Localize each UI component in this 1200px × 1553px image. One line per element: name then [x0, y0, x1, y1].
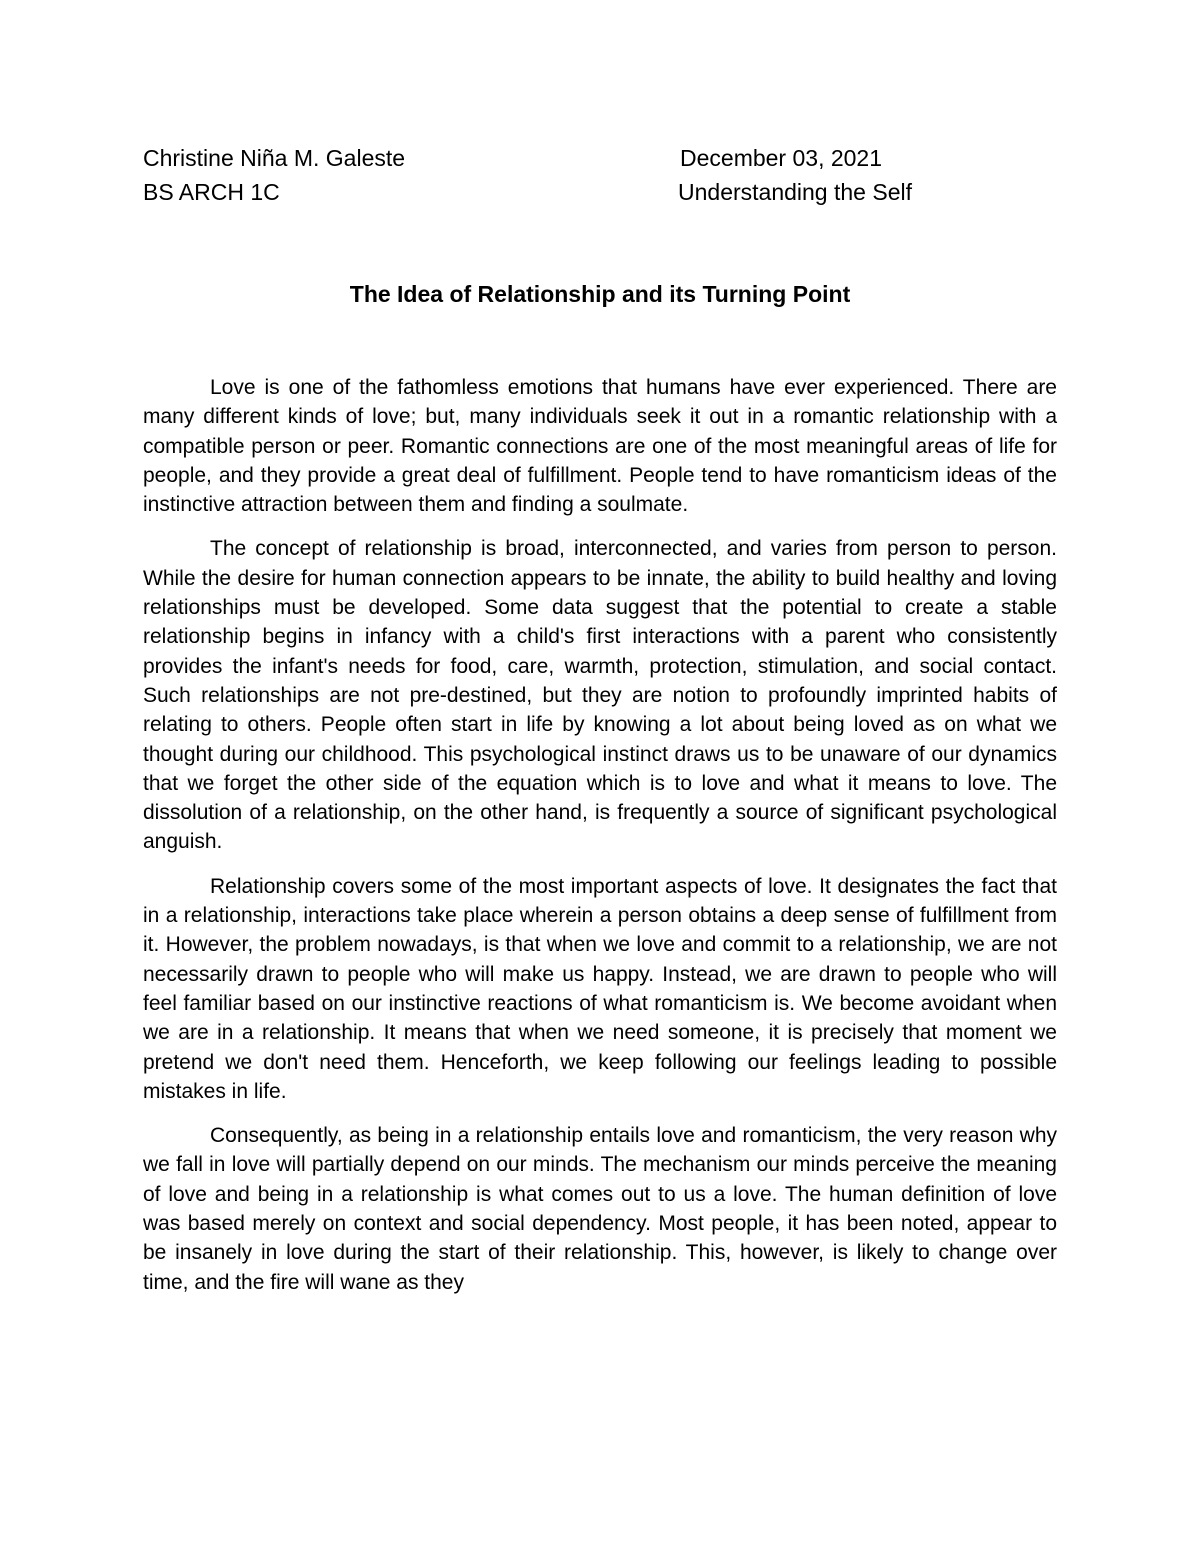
paragraph: Consequently, as being in a relationship entails love and romanticism, the very reason why we fall in love will partially depend on our minds. The mechanism our minds perceive the meaning of love and being in a relationship is what comes out to us a love. The human definition of love was based merely on context and social dependency. Most people, it has been noted, appear to be insanely in love during the start of their relationship. This, however, is likely to change over time, and the fire will wane as they: [143, 1124, 1057, 1294]
author-name: Christine Niña M. Galeste: [143, 145, 406, 171]
paragraph: Relationship covers some of the most important aspects of love. It designates the fact that in a relationship, interactions take place wherein a person obtains a deep sense of fulfillment from it. However, the problem nowadays, is that when we love and commit to a relationship, we are not necessarily drawn to people who will make us happy. Instead, we are drawn to people who will feel familiar based on our instinctive reactions of what romanticism is. We become avoidant when we are in a relationship. It means that when we need someone, it is precisely that moment we pretend we don't need them. Henceforth, we keep following our feelings leading to possible mistakes in life.: [143, 874, 1057, 1103]
course-name: Understanding the Self: [678, 179, 912, 205]
essay-body: [143, 373, 1057, 1312]
essay-title: The Idea of Relationship and its Turning Point: [349, 281, 851, 307]
class-section: BS ARCH 1C: [143, 179, 280, 205]
paragraph: Love is one of the fathomless emotions that humans have ever experienced. There are many different kinds of love; but, many individuals seek it out in a romantic relationship with a compatible person or peer. Romantic connections are one of the most meaningful areas of life for people, and they provide a great deal of fulfillment. People tend to have romanticism ideas of the instinctive attraction between them and finding a soulmate.: [143, 376, 1057, 517]
submission-date: December 03, 2021: [680, 145, 883, 171]
paragraph: The concept of relationship is broad, interconnected, and varies from person to person. While the desire for human connection appears to be innate, the ability to build healthy and loving relationships must be developed. Some data suggest that the potential to create a stable relationship begins in infancy with a child's first interactions with a parent who consistently provides the infant's needs for food, care, warmth, protection, stimulation, and social contact. Such relationships are not pre-destined, but they are notion to profoundly imprinted habits of relating to others. People often start in life by knowing a lot about being loved as on what we thought during our childhood. This psychological instinct draws us to be unaware of our dynamics that we forget the other side of the equation which is to love and what it means to love. The dissolution of a relationship, on the other hand, is frequently a source of significant psychological anguish.: [143, 537, 1057, 854]
